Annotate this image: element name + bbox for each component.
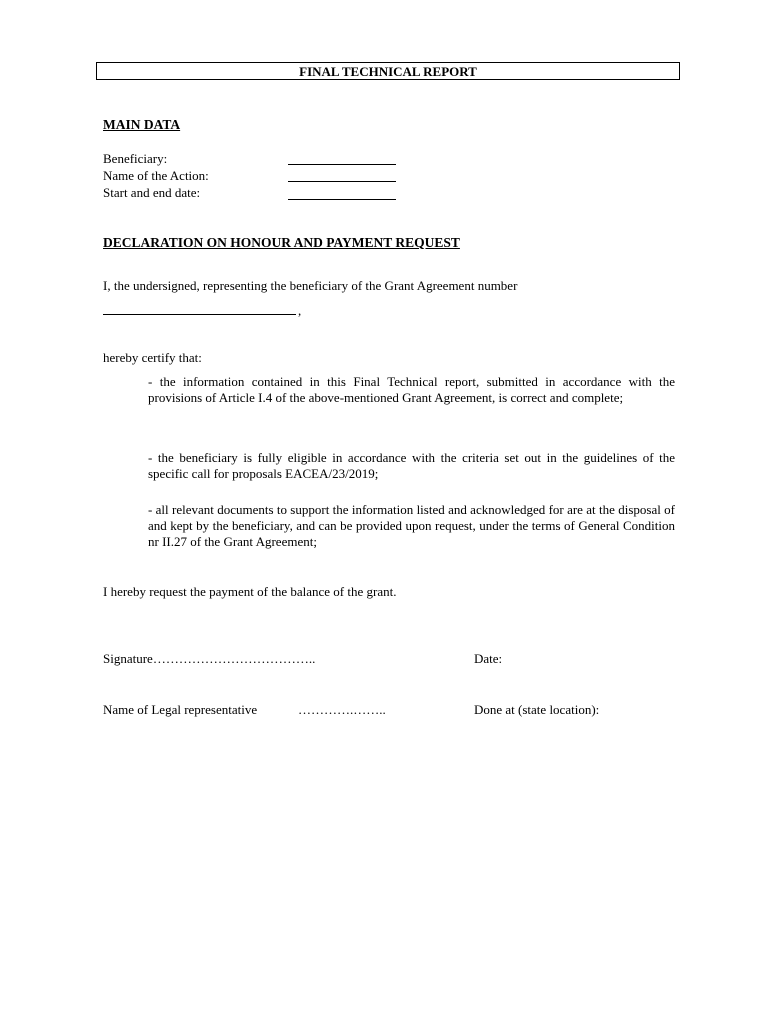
- dates-blank-line: [288, 199, 396, 200]
- declaration-heading: DECLARATION ON HONOUR AND PAYMENT REQUEST: [103, 235, 460, 250]
- grant-number-blank-line: [103, 314, 296, 315]
- certification-item-2: - the beneficiary is fully eligible in accordance with the criteria set out in the guidelines of the specific call for proposals EACEA/23/2019;: [148, 450, 675, 481]
- signature-label: Signature………………………………..: [103, 651, 316, 666]
- action-name-label: Name of the Action:: [103, 168, 209, 183]
- date-label: Date:: [474, 651, 503, 666]
- beneficiary-label: Beneficiary:: [103, 151, 168, 166]
- dates-label: Start and end date:: [103, 185, 201, 200]
- declaration-intro: I, the undersigned, representing the beneficiary of the Grant Agreement number: [103, 278, 518, 293]
- done-at-label: Done at (state location):: [474, 702, 600, 717]
- main-data-heading: MAIN DATA: [103, 117, 181, 132]
- action-name-blank-line: [288, 181, 396, 182]
- payment-request-text: I hereby request the payment of the balance of the grant.: [103, 584, 397, 599]
- beneficiary-blank-line: [288, 164, 396, 165]
- certification-item-3: - all relevant documents to support the information listed and acknowledged for are at the disposal of and kept by the beneficiary, and can be provided upon request, under the terms of General Condition nr II.27 of the Grant Agreement;: [148, 502, 675, 549]
- grant-number-comma: ,: [298, 303, 302, 318]
- legal-representative-dots: ………….……..: [298, 702, 386, 717]
- legal-representative-label: Name of Legal representative: [103, 702, 258, 717]
- certify-text: hereby certify that:: [103, 350, 202, 365]
- certification-item-1: - the information contained in this Final Technical report, submitted in accordance with the provisions of Article I.4 of the above-mentioned Grant Agreement, is correct and complete;: [148, 374, 675, 405]
- report-title: FINAL TECHNICAL REPORT: [96, 62, 680, 80]
